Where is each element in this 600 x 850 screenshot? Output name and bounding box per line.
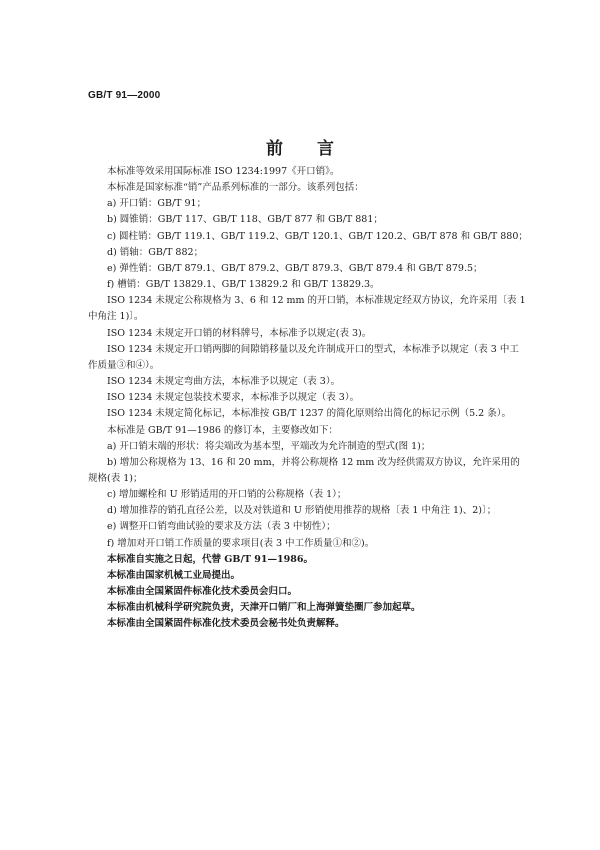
paragraph: 本标准自实施之日起，代替 GB/T 91—1986。 (107, 553, 313, 565)
list-item: f) 增加对开口销工作质量的要求项目(表 3 中工作质量①和②)。 (107, 537, 375, 549)
list-item: f) 槽销：GB/T 13829.1、GB/T 13829.2 和 GB/T 13829.3。 (107, 279, 380, 291)
list-item: d) 销轴：GB/T 882； (107, 246, 204, 258)
paragraph: 本标准由机械科学研究院负责，天津开口销厂和上海弹簧垫圈厂参加起草。 (107, 602, 421, 614)
list-item: e) 弹性销：GB/T 879.1、GB/T 879.2、GB/T 879.3、GB/T 879.4 和 GB/T 879.5； (107, 262, 483, 274)
paragraph: ISO 1234 未规定包装技术要求，本标准予以规定（表 3）。 (107, 392, 360, 404)
list-item: a) 开口销：GB/T 91； (107, 198, 207, 210)
paragraph: 本标准由全国紧固件标准化技术委员会归口。 (107, 586, 298, 598)
paragraph: ISO 1234 未规定开口销的材料牌号，本标准予以规定(表 3)。 (107, 327, 372, 339)
list-item: a) 开口销末端的形状：将尖端改为基本型，平端改为允许制造的型式(图 1)； (107, 440, 431, 452)
paragraph: 本标准是国家标准“销”产品系列标准的一部分。该系列包括： (107, 182, 364, 194)
paragraph: 本标准由全国紧固件标准化技术委员会秘书处负责解释。 (107, 618, 345, 630)
list-item: b) 圆锥销：GB/T 117、GB/T 118、GB/T 877 和 GB/T 881； (107, 214, 383, 226)
document-code: GB/T 91—2000 (88, 90, 161, 101)
paragraph: 本标准等效采用国际标准 ISO 1234:1997《开口销》。 (107, 166, 340, 177)
list-item: c) 圆柱销：GB/T 119.1、GB/T 119.2、GB/T 120.1、GB/T 120.2、GB/T 878 和 GB/T 880； (107, 230, 528, 242)
list-item: c) 增加螺栓和 U 形销适用的开口销的公称规格（表 1）； (107, 489, 347, 501)
list-item: b) 增加公称规格为 13、16 和 20 mm，并将公称规格 12 mm 改为经供需双方协议，允许采用的规格(表 1)； (88, 456, 520, 484)
paragraph: ISO 1234 未规定简化标记，本标准按 GB/T 1237 的简化原则给出简化的标记示例（5.2 条）。 (107, 408, 511, 420)
foreword-body (88, 164, 528, 633)
paragraph: ISO 1234 未规定开口销两脚的间隙销移量以及允许制成开口的型式，本标准予以规定（表 3 中工作质量③和④）。 (88, 343, 519, 371)
list-item: d) 增加推荐的销孔直径公差，以及对铁道和 U 形销使用推荐的规格〔表 1 中角注 1)、2)〕； (107, 505, 497, 517)
paragraph: ISO 1234 未规定弯曲方法，本标准予以规定（表 3）。 (107, 376, 341, 388)
paragraph: ISO 1234 未规定公称规格为 3、6 和 12 mm 的开口销，本标准规定经双方协议，允许采用〔表 1 中角注 1)〕。 (88, 295, 526, 323)
page-title: 前 言 (266, 139, 334, 159)
paragraph: 本标准由国家机械工业局提出。 (107, 569, 241, 581)
list-item: e) 调整开口销弯曲试验的要求及方法（表 3 中韧性）； (107, 521, 336, 533)
paragraph: 本标准是 GB/T 91—1986 的修订本，主要修改如下： (107, 424, 338, 436)
